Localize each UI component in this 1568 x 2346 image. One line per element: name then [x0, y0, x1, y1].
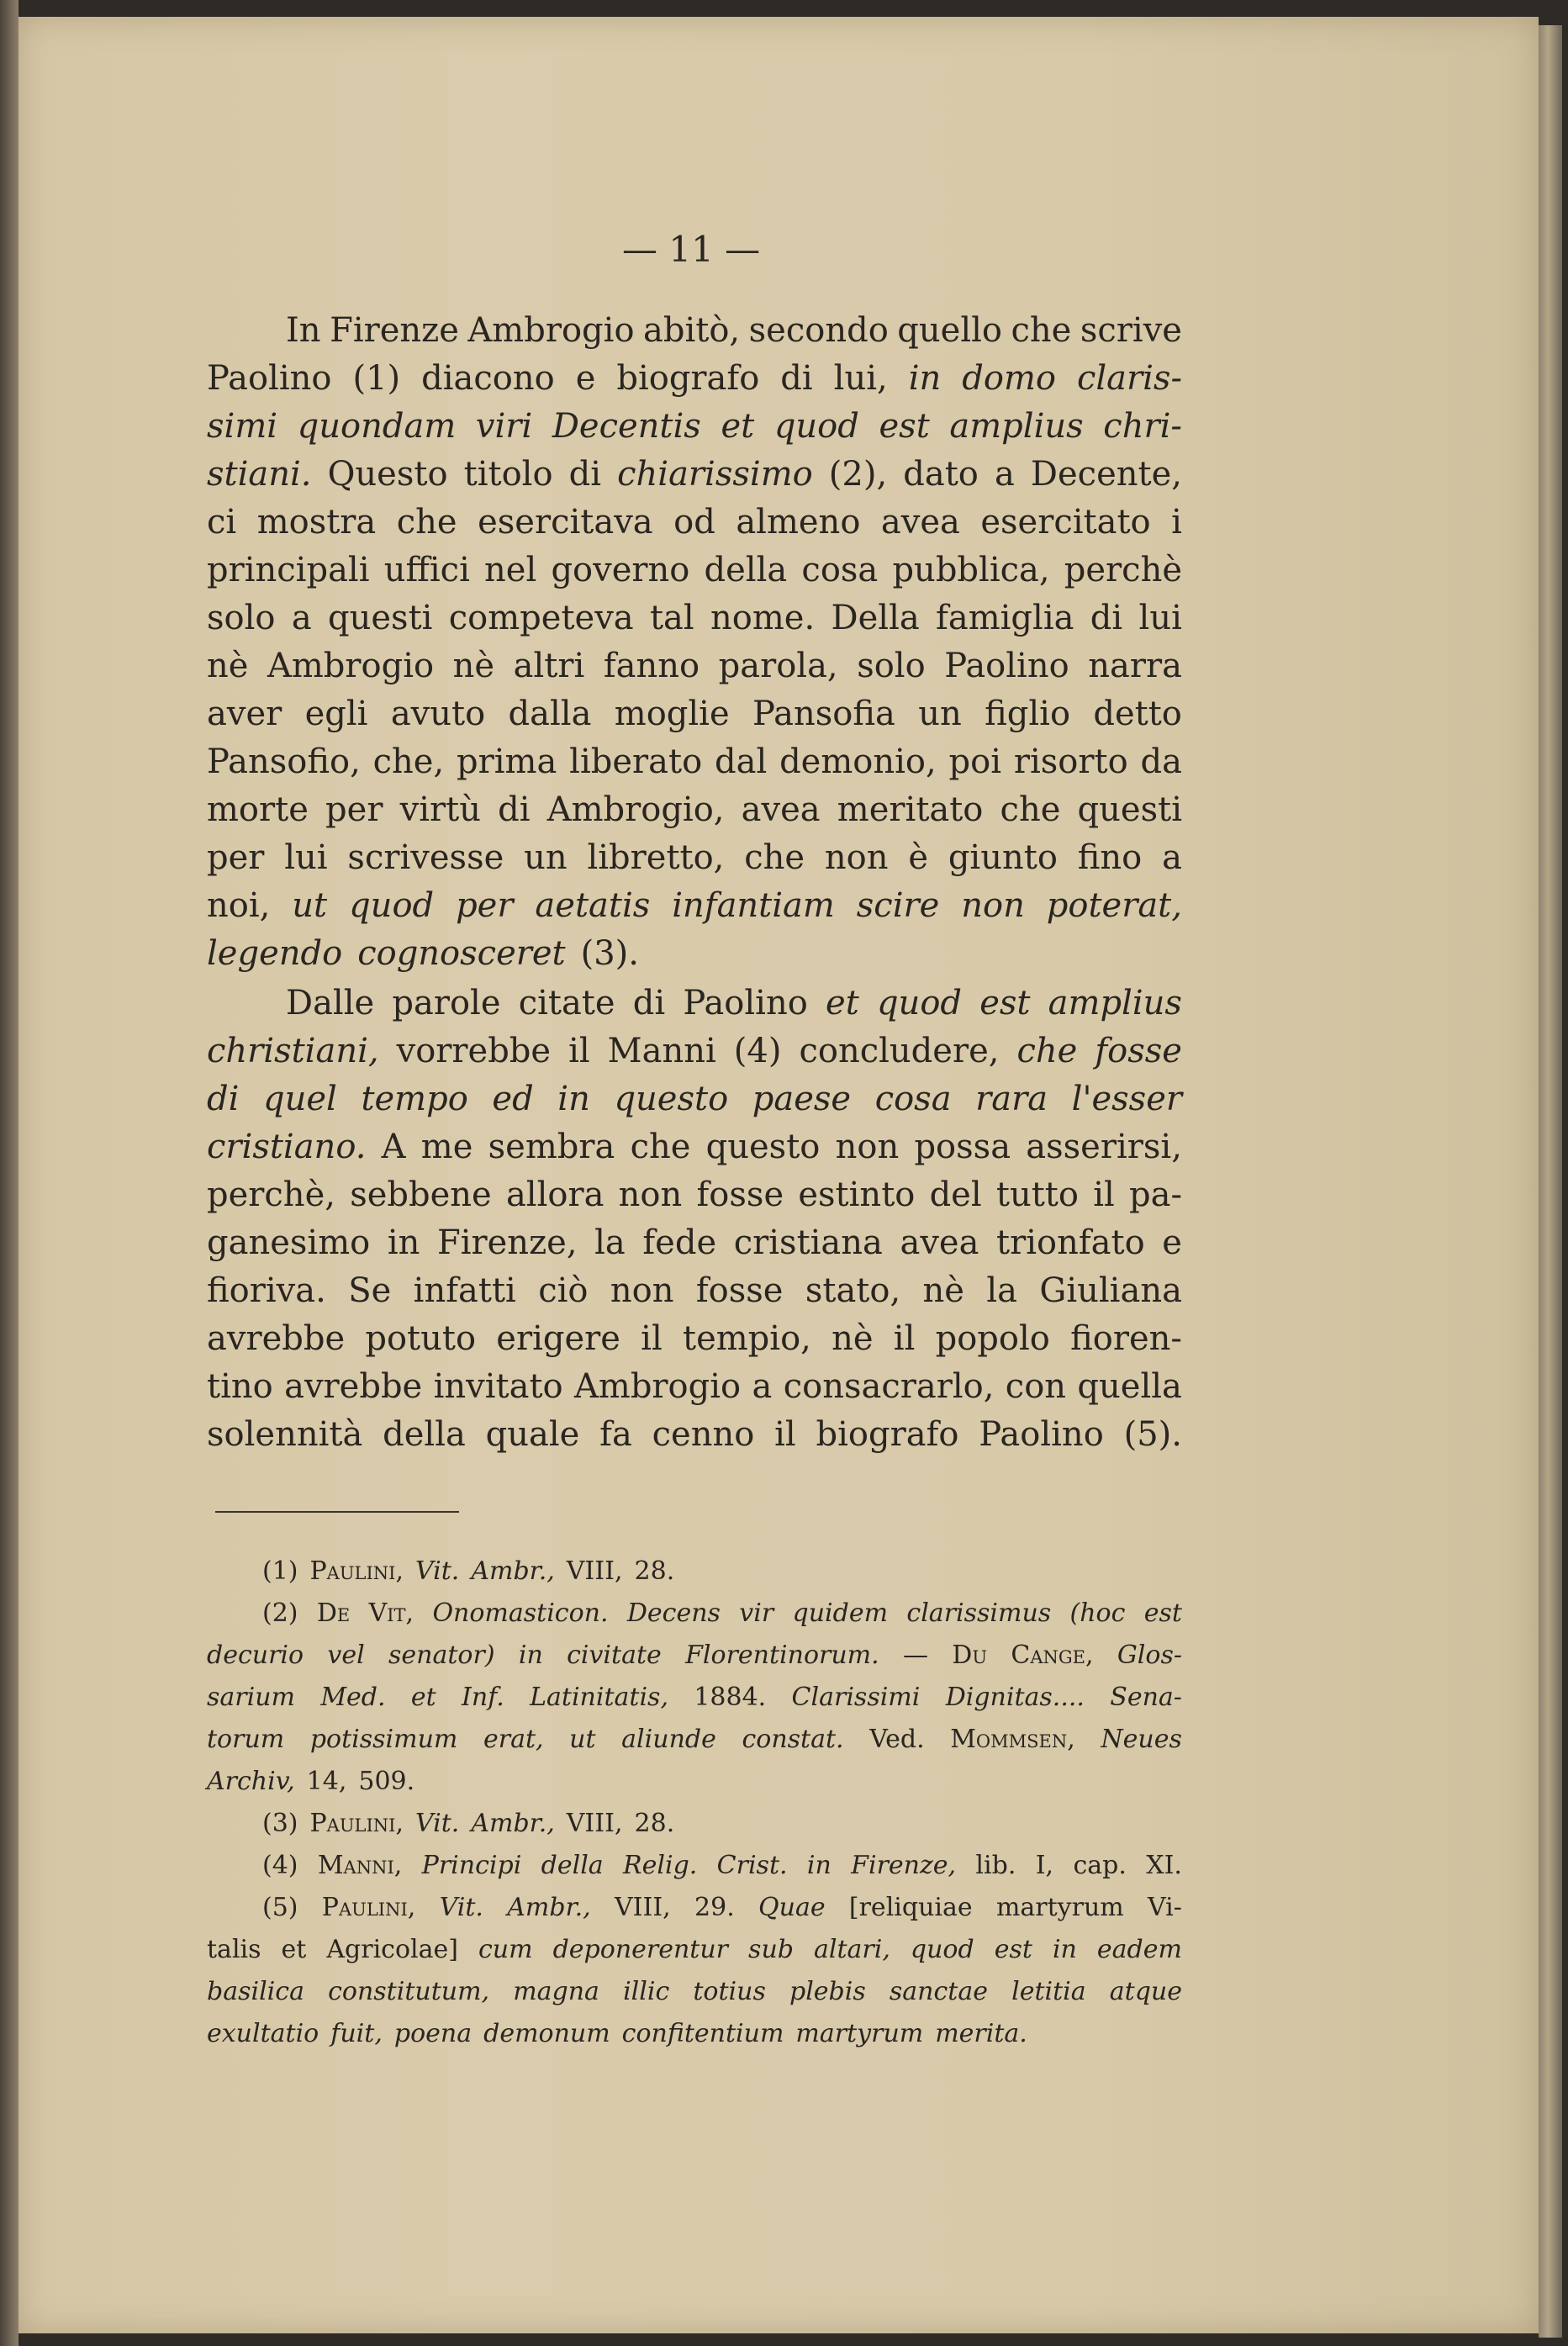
- footnote-1: (1) Paulini, Vit. Ambr., VIII, 28.: [262, 1556, 675, 1586]
- footnote-5-line-2: talis et Agricolae] cum deponerentur sub altari, quod est in eadem: [207, 1935, 1182, 1964]
- p2-line-6: ganesimo in Firenze, la fede cristiana avea trionfato e: [207, 1223, 1182, 1262]
- p2-line-4: cristiano. A me sembra che questo non possa asserirsi,: [207, 1128, 1182, 1166]
- book-spine-edge: [0, 0, 18, 2346]
- footnote-3: (3) Paulini, Vit. Ambr., VIII, 28.: [262, 1809, 675, 1838]
- p1-line-3: simi quondam viri Decentis et quod est amplius chri-: [207, 407, 1182, 446]
- p1-line-9: aver egli avuto dalla moglie Pansofia un figlio detto: [207, 695, 1182, 733]
- p2-line-5: perchè, sebbene allora non fosse estinto del tutto il pa-: [207, 1176, 1182, 1214]
- footnote-2-line-5: Archiv, 14, 509.: [207, 1767, 415, 1796]
- p2-line-7: fioriva. Se infatti ciò non fosse stato, nè la Giuliana: [207, 1271, 1182, 1310]
- footnote-4: (4) Manni, Principi della Relig. Crist. in Firenze, lib. I, cap. XI.: [262, 1851, 1182, 1880]
- footnote-5-line-1: (5) Paulini, Vit. Ambr., VIII, 29. Quae [reliquiae martyrum Vi-: [262, 1893, 1182, 1922]
- p2-line-10: solennità della quale fa cenno il biografo Paolino (5).: [207, 1415, 1182, 1454]
- p1-line-10: Pansofio, che, prima liberato dal demonio, poi risorto da: [207, 742, 1182, 781]
- p1-line-4: stiani. Questo titolo di chiarissimo (2), dato a Decente,: [207, 455, 1182, 494]
- p1-line-14: legendo cognosceret (3).: [207, 934, 639, 973]
- p1-line-7: solo a questi competeva tal nome. Della famiglia di lui: [207, 599, 1182, 637]
- footnote-5-line-3: basilica constitutum, magna illic totius plebis sanctae letitia atque: [207, 1977, 1182, 2006]
- p1-line-6: principali uffici nel governo della cosa pubblica, perchè: [207, 551, 1182, 589]
- footnote-5-line-4: exultatio fuit, poena demonum confitentium martyrum merita.: [207, 2019, 1027, 2048]
- footnote-2-line-3: sarium Med. et Inf. Latinitatis, 1884. Clarissimi Dignitas.... Sena-: [207, 1683, 1182, 1712]
- p1-line-12: per lui scrivesse un libretto, che non è giunto fino a: [207, 838, 1182, 877]
- page-right-edge: [1539, 25, 1562, 2338]
- p1-line-11: morte per virtù di Ambrogio, avea meritato che questi: [207, 790, 1182, 829]
- p2-line-1: Dalle parole citate di Paolino et quod est amplius: [286, 984, 1182, 1022]
- p2-line-9: tino avrebbe invitato Ambrogio a consacrarlo, con quella: [207, 1367, 1182, 1406]
- p1-line-1: In Firenze Ambrogio abitò, secondo quello che scrive: [286, 311, 1182, 350]
- p2-line-3: di quel tempo ed in questo paese cosa rara l'esser: [207, 1080, 1182, 1118]
- p2-line-2: christiani, vorrebbe il Manni (4) concludere, che fosse: [207, 1032, 1182, 1070]
- page-number: — 11 —: [622, 229, 761, 270]
- p1-line-13: noi, ut quod per aetatis infantiam scire non poterat,: [207, 886, 1182, 925]
- footnote-2-line-2: decurio vel senator) in civitate Florentinorum. — Du Cange, Glos-: [207, 1641, 1182, 1670]
- p2-line-8: avrebbe potuto erigere il tempio, nè il popolo fioren-: [207, 1319, 1182, 1358]
- footnote-separator-rule: [215, 1511, 459, 1513]
- p1-line-8: nè Ambrogio nè altri fanno parola, solo Paolino narra: [207, 647, 1182, 685]
- p1-line-5: ci mostra che esercitava od almeno avea esercitato i: [207, 503, 1182, 542]
- footnote-2-line-4: torum potissimum erat, ut aliunde constat. Ved. Mommsen, Neues: [207, 1725, 1182, 1754]
- footnote-2-line-1: (2) De Vit, Onomasticon. Decens vir quidem clarissimus (hoc est: [262, 1598, 1182, 1628]
- p1-line-2: Paolino (1) diacono e biografo di lui, in domo claris-: [207, 359, 1182, 398]
